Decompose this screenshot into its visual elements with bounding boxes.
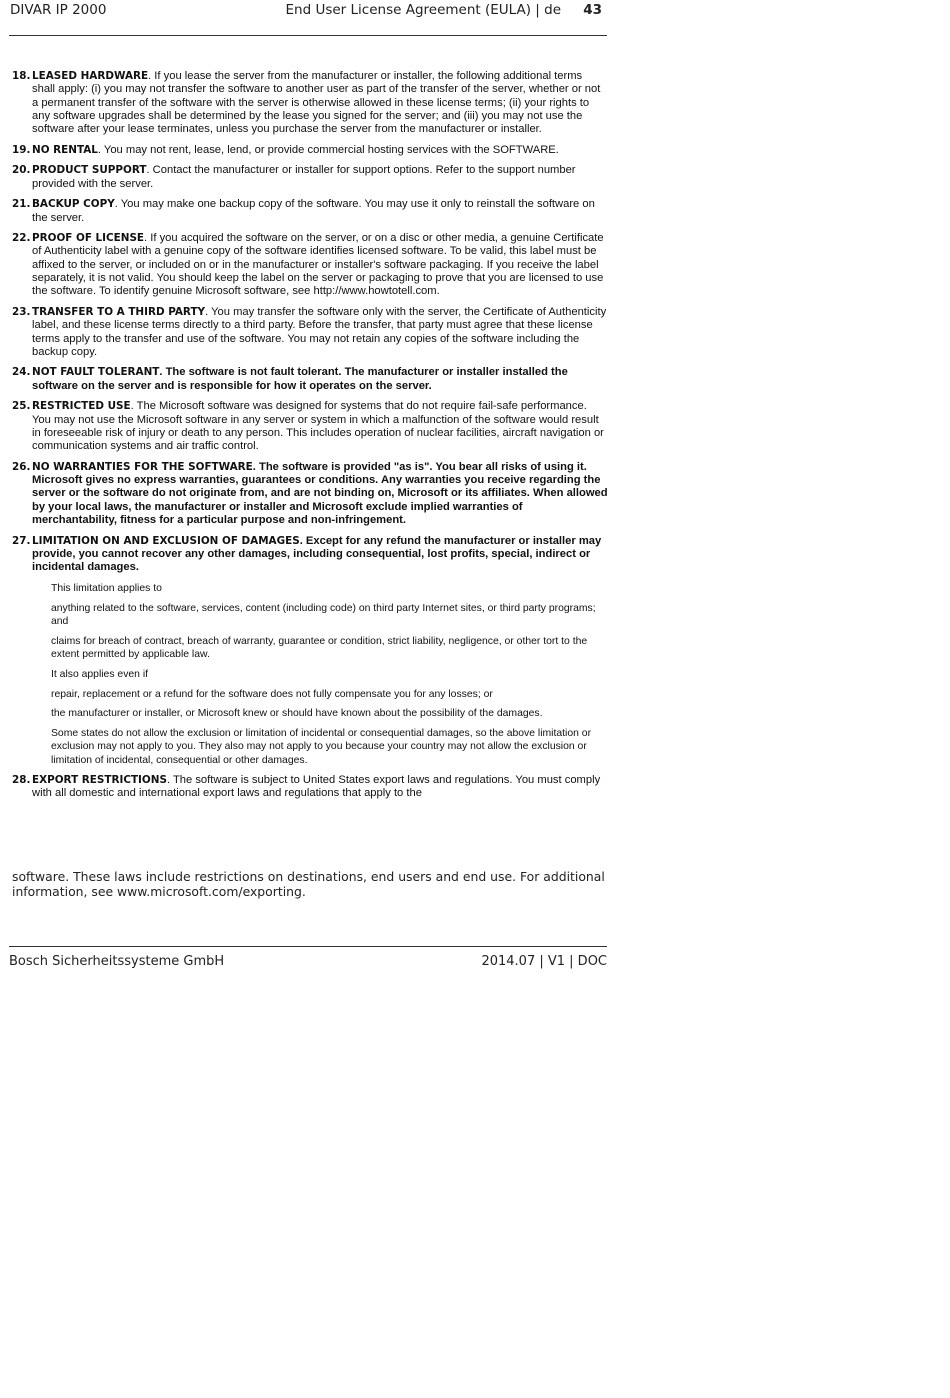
clause-text: . You may transfer the software only with the server, the Certificate of Authenticity label, and these license terms directly to a third party. Before the transfer, that party must agree that these license terms apply to the transfer and use of the software. You may not retain any copies of the software including the backup copy.	[32, 305, 607, 358]
company-name: Bosch Sicherheitssysteme GmbH	[9, 954, 225, 969]
clause-text: . If you lease the server from the manufacturer or installer, the following additional terms shall apply: (i) you may not transfer the software to another user as part of the transfer of the server, whether or not a permanent transfer of the software with the server is otherwise allowed in these license terms; (ii) your rights to any software upgrades shall be determined by the lease you signed for the server; and (iii) you may not use the software after your lease terminates, unless you purchase the server from the manufacturer or installer.	[32, 70, 601, 136]
clause-number: 27.	[12, 534, 31, 547]
eula-clause-24	[12, 366, 608, 393]
clause-heading: RESTRICTED USE	[32, 400, 131, 413]
clause-number: 28.	[12, 773, 31, 786]
clause-number: 18.	[12, 70, 31, 82]
limitation-paragraph: repair, replacement or a refund for the software does not fully compensate you for any losses; or	[51, 688, 493, 700]
clause-text: . You may make one backup copy of the software. You may use it only to reinstall the software on the server.	[32, 198, 595, 224]
document-version: 2014.07 | V1 | DOC	[481, 954, 607, 969]
clause-text: . If you acquired the software on the server, or on a disc or other media, a genuine Certificate of Authenticity label with a genuine copy of the software identifies licensed software. To be valid, this label must be affixed to the server, or included on or in the manufacturer or installer's software packaging. If you receive the label separately, it is not valid. You should keep the label on the server or packaging to prove that you are licensed to use the software. To identify genuine Microsoft software, see http://www.howtotell.com.	[32, 232, 604, 298]
clause-number: 19.	[12, 143, 31, 156]
clause-number: 26.	[12, 460, 31, 473]
clause-heading: NO WARRANTIES FOR THE SOFTWARE	[32, 460, 253, 473]
product-name: DIVAR IP 2000	[10, 2, 107, 18]
clause-text: . Contact the manufacturer or installer for support options. Refer to the support number provided with the server.	[32, 164, 576, 190]
clause-heading: NOT FAULT TOLERANT	[32, 366, 160, 379]
clause-heading: PRODUCT SUPPORT	[32, 164, 147, 177]
clause-text: . The Microsoft software was designed for systems that do not require fail-safe performance. You may not use the Microsoft software in any server or system in which a malfunction of the software would result in foreseeable risk of injury or death to any person. This includes operation of nuclear facilities, aircraft navigation or communication systems and air traffic control.	[32, 400, 604, 453]
eula-clause-21	[12, 198, 608, 225]
clause-text: . Except for any refund the manufacturer or installer may provide, you cannot recover any other damages, including consequential, lost profits, special, indirect or incidental damages.	[32, 534, 602, 574]
eula-clause-28	[12, 774, 608, 801]
clause-number: 24.	[12, 366, 31, 379]
footer-divider	[9, 946, 607, 947]
clause-text: . The software is subject to United States export laws and regulations. You must comply with all domestic and international export laws and regulations that apply to the	[32, 773, 601, 799]
limitation-paragraph: This limitation applies to	[51, 582, 162, 594]
clause-number: 21.	[12, 198, 31, 211]
eula-clause-25	[12, 400, 608, 453]
limitation-paragraph: anything related to the software, services, content (including code) on third party Internet sites, or third party programs; and	[51, 602, 596, 627]
eula-body	[12, 70, 608, 807]
eula-clause-26	[12, 461, 608, 527]
clause-number: 23.	[12, 305, 31, 318]
header-divider	[9, 35, 607, 36]
eula-clause-23	[12, 306, 608, 359]
eula-clause-22	[12, 232, 608, 298]
clause-number: 20.	[12, 164, 31, 177]
page-header	[10, 2, 607, 24]
clause-heading: BACKUP COPY	[32, 198, 115, 211]
section-title: End User License Agreement (EULA) | de	[285, 2, 561, 18]
eula-clause-19	[12, 144, 608, 157]
clause-number: 25.	[12, 400, 31, 413]
limitation-details	[12, 582, 608, 767]
limitation-paragraph: It also applies even if	[51, 668, 149, 680]
clause-heading: EXPORT RESTRICTIONS	[32, 773, 167, 786]
continuation-paragraph: software. These laws include restrictions on destinations, end users and end use. For additional information, see www.microsoft.com/exporting.	[12, 869, 605, 899]
clause-number: 22.	[12, 232, 31, 245]
eula-clause-27	[12, 535, 608, 575]
clause-heading: PROOF OF LICENSE	[32, 232, 145, 245]
clause-heading: LIMITATION ON AND EXCLUSION OF DAMAGES	[32, 534, 300, 547]
eula-clause-18	[12, 70, 608, 136]
limitation-paragraph: the manufacturer or installer, or Microsoft knew or should have known about the possibility of the damages.	[51, 708, 543, 720]
clause-text: . The software is provided "as is". You bear all risks of using it. Microsoft gives no express warranties, guarantees or conditions. Any warranties you receive regarding the server or the software do not originate from, and are not binding on, Microsoft or its affiliates. When allowed by your local laws, the manufacturer or installer and Microsoft exclude implied warranties of merchantability, fitness for a particular purpose and non-infringement.	[32, 460, 608, 526]
limitation-paragraph: claims for breach of contract, breach of warranty, guarantee or condition, strict liability, negligence, or other tort to the extent permitted by applicable law.	[51, 635, 588, 660]
page-number: 43	[583, 2, 602, 18]
clause-text: . The software is not fault tolerant. The manufacturer or installer installed the software on the server and is responsible for how it operates on the server.	[32, 366, 568, 392]
eula-clause-20	[12, 164, 608, 191]
page-footer	[9, 954, 607, 972]
clause-heading: LEASED HARDWARE	[32, 70, 149, 82]
clause-text: . You may not rent, lease, lend, or provide commercial hosting services with the SOFTWARE.	[97, 143, 559, 156]
limitation-paragraph: Some states do not allow the exclusion or limitation of incidental or consequential damages, so the above limitation or exclusion may not apply to you. They also may not apply to you because your country may not allow the exclusion or limitation of incidental, consequential or other damages.	[51, 728, 592, 766]
clause-heading: TRANSFER TO A THIRD PARTY	[32, 305, 206, 318]
clause-heading: NO RENTAL	[32, 143, 98, 156]
